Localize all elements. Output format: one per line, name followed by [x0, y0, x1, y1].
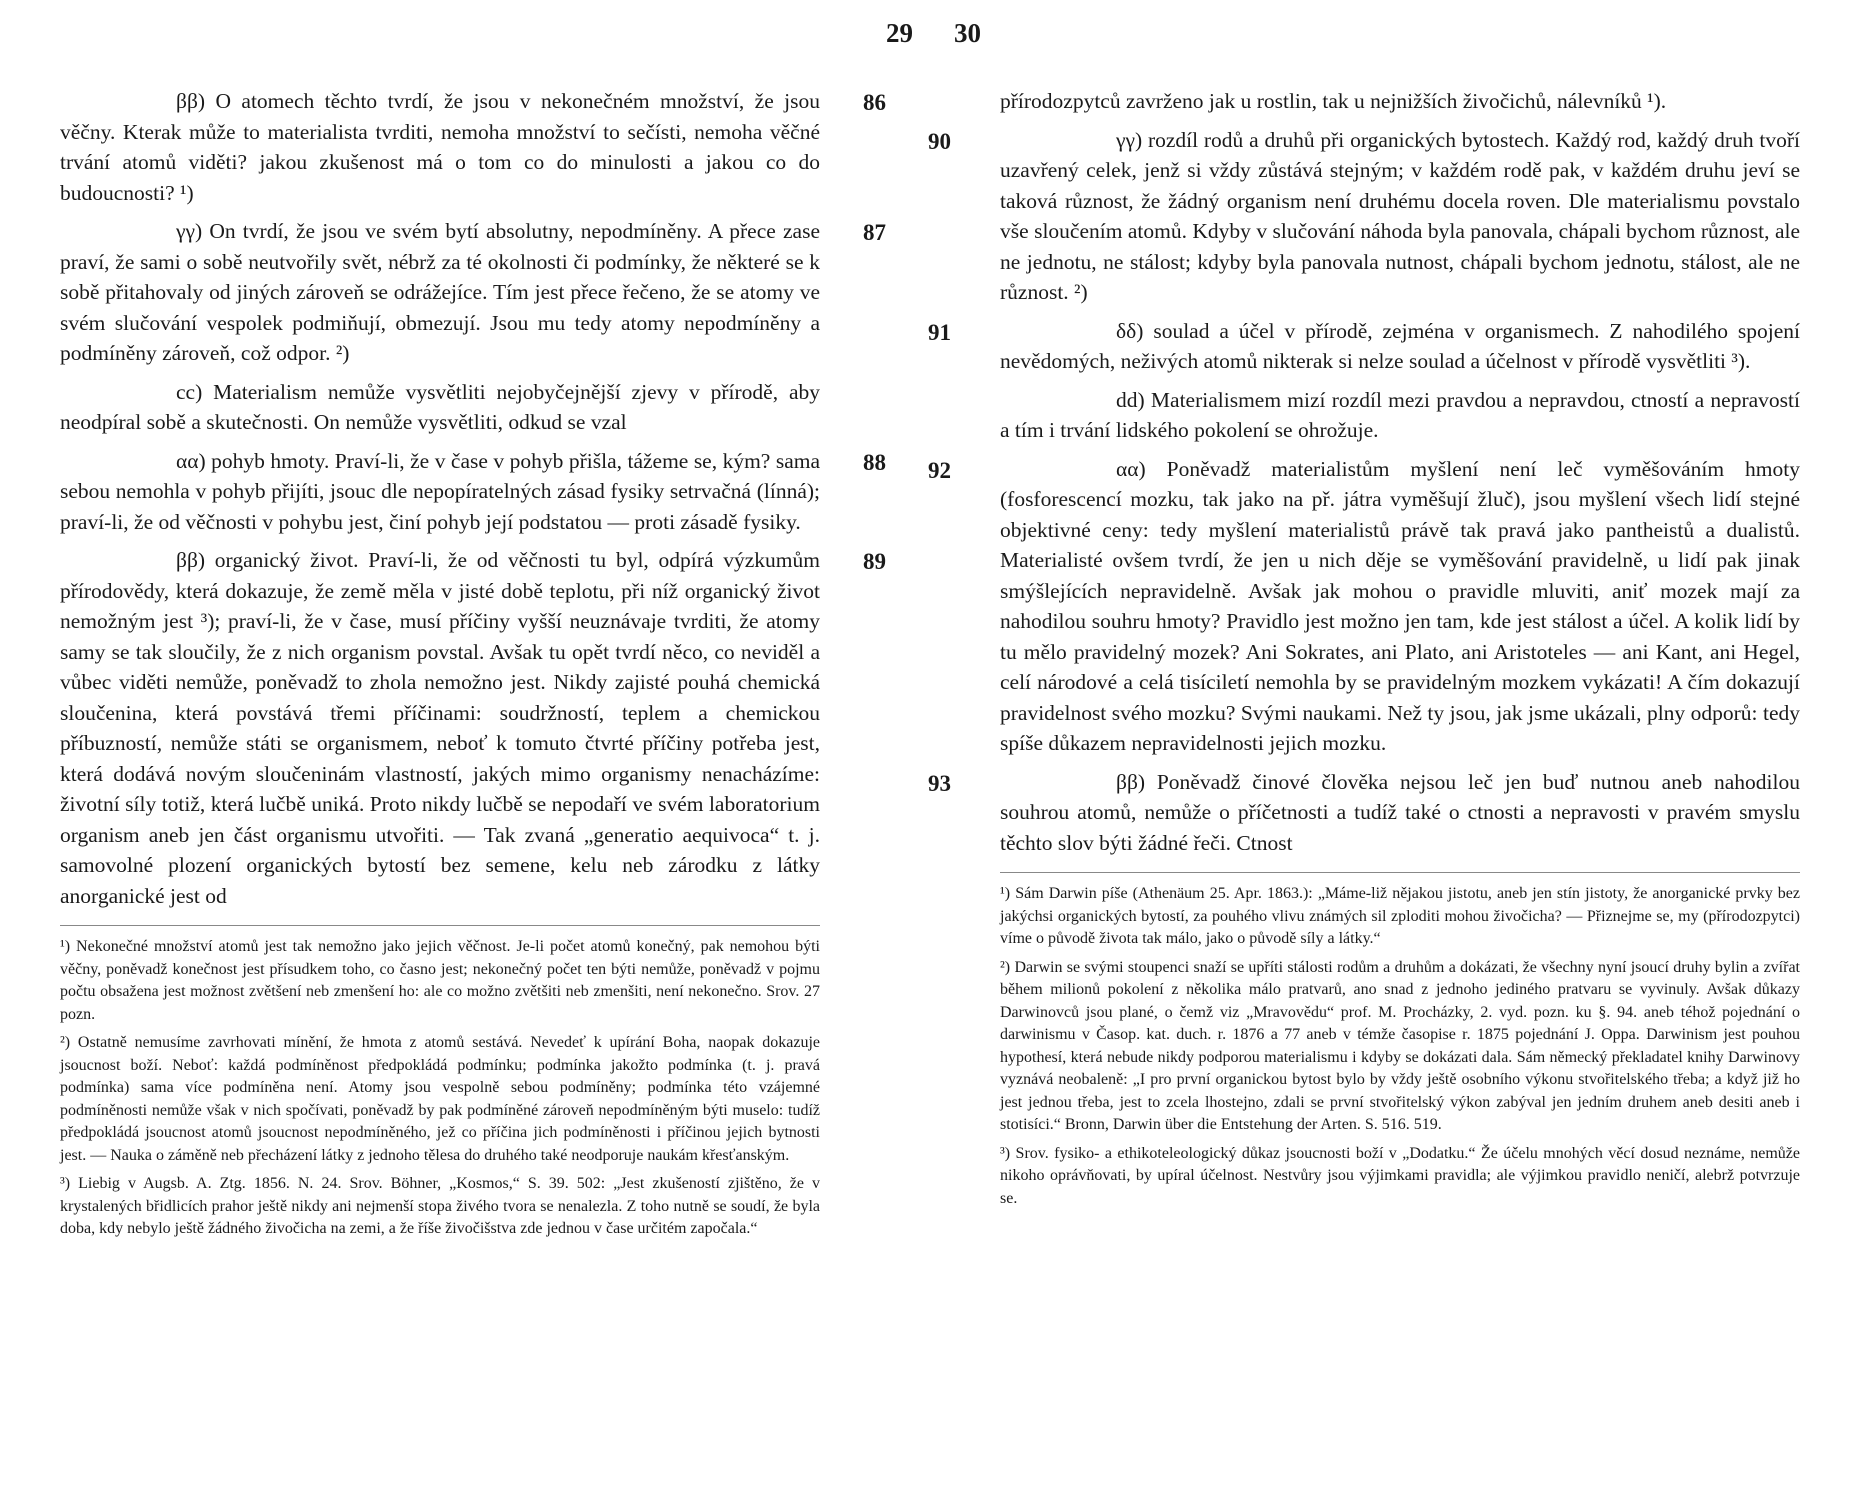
paragraph: [928, 125, 1800, 308]
left-page: [60, 86, 886, 1247]
paragraph-text: ββ) organický život. Praví-li, že od věčnosti tu byl, odpírá výzkumům přírodovědy, která dokazuje, že země měla v jisté době teplotu, při níž organický život nemožným jest ³); praví-li, že v čase, musí příčiny vyšší neuznávaje tvrditi, že atomy samy se tak sloučily, že z nich organism povstal. Avšak tu opět tvrdí něco, co neviděl a vůbec viděti nemůže, poněvadž to zhola nemožno jest. Nikdy zajisté pouhá chemická sloučenina, která povstává třemi příčinami: soudržností, teplem a chemickou příbuzností, nemůže státi se organismem, neboť k tomuto čtvrté příčiny potřeba jest, která dodává novým sloučeninám vlastností, jakých mimo organismy nenacházíme: životní síly totiž, která lučbě uniká. Proto nikdy lučbě se nepodaří ve svém laboratorium organism aneb jen část organismu utvořiti. — Tak zvaná „generatio aequivoca“ t. j. samovolné plození organických bytostí bez semene, kelu neb zárodku z látky anorganické jest od: [60, 548, 820, 908]
margin-number: 86: [863, 90, 886, 115]
margin-number: 89: [863, 549, 886, 574]
margin-number: 87: [863, 220, 886, 245]
paragraph-text: γγ) rozdíl rodů a druhů při organických bytostech. Každý rod, každý druh tvoří uzavřený celek, jenž si vždy zůstává stejným; v každém rodě pak, v každém druhu jeví se taková různost, že žádný organism není druhému docela roven. Dle materialismu povstalo vše sloučením atomů. Kdyby v slučování náhoda byla panovala, chápali bychom různost, ale ne jednotu, ne stálost; kdyby byla panovala nutnost, chápali bychom jednotu, stálost, ale ne různost. ²): [1000, 127, 1800, 304]
paragraph-text: ββ) Poněvadž činové člověka nejsou leč jen buď nutnou aneb nahodilou souhrou atomů, nemůže o příčetnosti a tudíž také o ctnosti a nepravosti v pravém smyslu těchto slov býti žádné řeči. Ctnost: [1000, 769, 1800, 855]
paragraph: [60, 446, 886, 538]
paragraph-text: přírodozpytců zavrženo jak u rostlin, tak u nejnižších živočichů, nálevníků ¹).: [1000, 89, 1667, 113]
footnote: ³) Srov. fysiko- a ethikoteleologický důkaz jsoucnosti boží v „Dodatku.“ Že účelu mnohých věcí dosud neznáme, nemůže nikoho oprávňovati, by upíral účelnost. Nestvůry jsou výjimkami pravidla; ale výjimkou pravidlo neničí, alebrž potvrzuje se.: [1000, 1144, 1800, 1207]
margin-number: 93: [928, 770, 951, 796]
footnote-divider: [1000, 872, 1800, 873]
paragraph-text: δδ) soulad a účel v přírodě, zejména v organismech. Z nahodilého spojení nevědomých, neživých atomů nikterak si nelze soulad a účelnost v přírodě vysvětliti ³).: [1000, 318, 1800, 373]
footnote-divider: [60, 925, 820, 926]
left-footnotes: [60, 936, 820, 1241]
right-body: [928, 86, 1800, 858]
paragraph-text: γγ) On tvrdí, že jsou ve svém bytí absolutny, nepodmíněny. A přece zase praví, že sami o sobě neutvořily svět, nébrž za té okolnosti či podmínky, že některé se k sobě přitahovaly od jiných zároveň se odrážejíce. Tím jest přece řečeno, že se atomy ve svém slučování vespolek podmiňují, obmezují. Jsou mu tedy atomy nepodmíněny a podmíněny zároveň, což odpor. ²): [60, 219, 820, 365]
footnote: ²) Ostatně nemusíme zavrhovati mínění, že hmota z atomů sestává. Nevedeť k upírání Boha, naopak dokazuje jsoucnost boží. Neboť: každá podmíněnost předpokládá podmínku; podmínka jakožto podmínka (t. j. pravá podmínka) sama více podmíněna není. Atomy jsou vespolně sebou podmíněny; podmínka této vzájemné podmíněnosti nemůže však v nich spočívati, poněvadž by pak podmíněné zároveň nepodmíněným býti muselo: tudíž předpokládá jsoucnost atomů jsoucnost nepodmíněného, jež co příčina jich podmíněnosti i příčinou jejich bytnosti jest. — Nauka o záměně neb přecházení látky z jednoho tělesa do druhého také neodporuje naukám křesťanským.: [60, 1034, 820, 1164]
paragraph: [928, 316, 1800, 377]
paragraph-text: αα) Poněvadž materialistům myšlení není leč vyměšováním hmoty (fosforescencí mozku, tak jako na př. játra vyměšují žluč), jsou myšlení všech lidí stejné objektivné ceny: tedy myšlení materialistů právě tak pravá jako pantheistů a dualistů. Materialisté ovšem tvrdí, že jen u nich děje se vyměšování pravidelně, u lidí pak jinak smýšlejících nepravidelně. Avšak jak mohou o pravidle mluviti, aniť mozek mají za nahodilou souhru hmoty? Pravidlo jest možno jen tam, kde jest stálost a účel. A kolik lidí by tu mělo pravidelný mozek? Ani Sokrates, ani Plato, ani Aristoteles — ani Kant, ani Hegel, celí národové a celá tisíciletí nemohla by se pravidelným mozkem vykázati! A čím dokazují pravidelnost svého mozku? Svými naukami. Než ty jsou, jak jsme ukázali, plny odporů: tedy spíše důkazem nepravidelnosti jejich mozku.: [1000, 456, 1800, 755]
margin-number: 90: [928, 128, 951, 154]
paragraph: [60, 86, 886, 208]
paragraph-text: ββ) O atomech těchto tvrdí, že jsou v nekonečném množství, že jsou věčny. Kterak může to materialista tvrditi, nemoha množství to sečísti, nemoha věčné trvání atomů viděti? jakou zkušenost má o tom co do minulosti a jakou co do budoucnosti? ¹): [60, 89, 820, 205]
paragraph: [60, 545, 886, 911]
paragraph-text: cc) Materialism nemůže vysvětliti nejobyčejnější zjevy v přírodě, aby neodpíral sobě a skutečnosti. On nemůže vysvětliti, odkud se vzal: [60, 379, 820, 434]
paragraph-text: dd) Materialismem mizí rozdíl mezi pravdou a nepravdou, ctností a nepravostí a tím i trvání lidského pokolení se ohrožuje.: [1000, 387, 1800, 442]
paragraph: [928, 454, 1800, 759]
right-footnotes: [1000, 883, 1800, 1210]
footnote: ²) Darwin se svými stoupenci snaží se upříti stálosti rodům a druhům a dokázati, že všechny nyní jsoucí druhy bylin a zvířat během milionů pokolení z několika málo pratvarů, ano snad z jednoho jediného pratvaru se vyvinuly. Avšak důkazy Darwinovců jsou plané, o čemž viz „Mravovědu“ prof. M. Procházky, 2. vyd. pozn. ku §. 94. aneb téhož pojednání o darwinismu v Časop. kat. duch. r. 1876 a 77 aneb v témže časopise r. 1875 pojednání J. Oppa. Darwinism jest pouhou hypothesí, která nebude nikdy podporou materialismu i kdyby se dokázati dala. Sám německý překladatel knihy Darwinovy vyznává neobaleně: „I pro první organickou bytost bylo by vždy ještě osobního výkonu stvořitelského třeba; a když již ho jest jednou třeba, jest to zcela lhostejno, zdali se první stvořitelský výkon zabýval jen jedním druhem aneb desiti aneb i stotisíci.“ Bronn, Darwin über die Entstehung der Arten. S. 516. 519.: [1000, 958, 1800, 1133]
right-page: [928, 86, 1800, 1216]
margin-number: 91: [928, 319, 951, 345]
paragraph: [1000, 86, 1800, 117]
footnote: ¹) Nekonečné množství atomů jest tak nemožno jako jejich věčnost. Je-li počet atomů konečný, pak nemohou býti věčny, poněvadž konečnost jest přísudkem toho, co časno jest; nekonečný počet ten býti nemůže, poněvadž v pojmu počtu obsažena jest možnost zvětšení neb zmenšení ho: ale co možno zvětšiti neb zmenšiti, není nekonečno. Srov. 27 pozn.: [60, 938, 820, 1023]
footnote: ³) Liebig v Augsb. A. Ztg. 1856. N. 24. Srov. Böhner, „Kosmos,“ S. 39. 502: „Jest zkušeností zjištěno, že v krystalených břidlicích prahor ještě nikdy ani nejmenší stopa živého tvora se nenalezla. Z toho nutně se soudí, že byla doba, kdy nebylo ještě žádného živočicha na zemi, a že říše živočišstva zde jednou v čase určitém započala.“: [60, 1175, 820, 1237]
paragraph: [60, 216, 886, 369]
footnote: ¹) Sám Darwin píše (Athenäum 25. Apr. 1863.): „Máme-liž nějakou jistotu, aneb jen stín jistoty, že anorganické prvky bez jakýchsi organických bytostí, za pouhého vlivu známých sil zploditi mohou živočicha? — Přiznejme se, my (přírodozpytci) víme o původě života tak málo, jako o původě síly a látky.“: [1000, 885, 1800, 947]
page-number-right: 30: [954, 18, 981, 48]
left-body: [60, 86, 886, 911]
paragraph-text: αα) pohyb hmoty. Praví-li, že v čase v pohyb přišla, tážeme se, kým? sama sebou nemohla v pohyb přijíti, jsouc dle nepopíratelných zásad fysiky setrvačná (línná); praví-li, že od věčnosti v pohybu jest, činí pohyb její podstatou — proti zásadě fysiky.: [60, 448, 820, 534]
paragraph: [60, 377, 820, 438]
margin-number: 88: [863, 449, 886, 475]
margin-number: 92: [928, 457, 951, 483]
page-number-left: 29: [886, 18, 913, 48]
paragraph: [1000, 385, 1800, 446]
paragraph: [928, 767, 1800, 859]
